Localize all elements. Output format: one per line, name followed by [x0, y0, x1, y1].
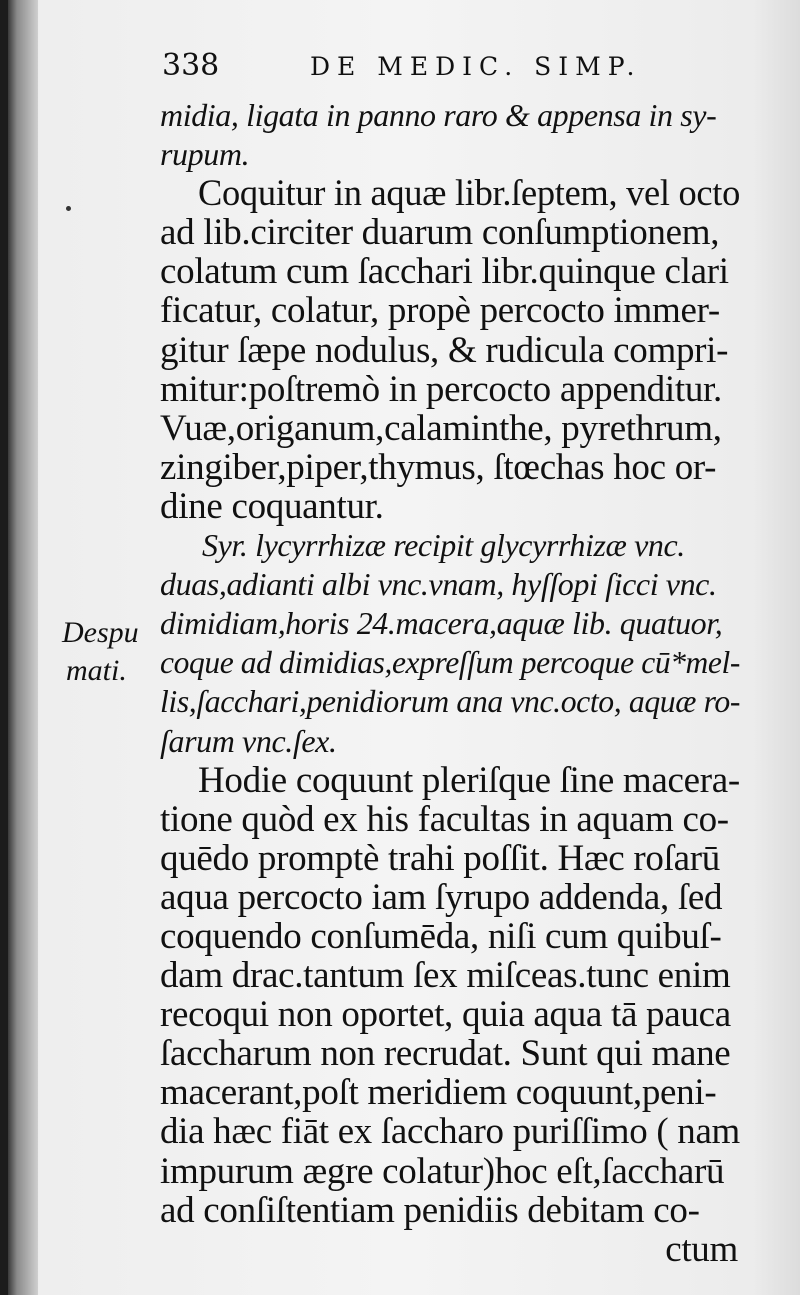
text-line: ad conſiſtentiam penidiis debitam co- [160, 1189, 700, 1231]
text-line: dia hæc fiāt ex ſaccharo puriſſimo ( nam [160, 1111, 740, 1153]
text-line: impurum ægre colatur)hoc eſt,ſaccharū [160, 1150, 725, 1192]
text-line: gitur ſæpe nodulus, & rudicula compri- [160, 329, 729, 371]
ink-speck [66, 206, 71, 211]
book-gutter [8, 0, 38, 1295]
text-line: ficatur, colatur, propè percocto immer- [160, 290, 720, 332]
body-text [160, 96, 740, 1269]
text-line: tione quòd ex his facultas in aquam co- [160, 798, 729, 840]
text-line: duas,adianti albi vnc.vnam, hyſſopi ſicci vnc. [160, 566, 717, 603]
text-line: ſarum vnc.ſex. [160, 722, 337, 759]
text-line: mitur:poſtremò in percocto appenditur. [160, 368, 722, 410]
text-line: ctum [665, 1228, 738, 1270]
text-line: Hodie coquunt pleriſque ſine macera- [198, 759, 740, 801]
text-line: zingiber,piper,thymus, ſtœchas hoc or- [160, 446, 717, 488]
text-line: midia, ligata in panno raro & appensa in sy- [160, 97, 717, 133]
text-line: macerant,poſt meridiem coquunt,peni- [160, 1072, 717, 1114]
text-line: colatum cum ſacchari libr.quinque clari [160, 251, 729, 293]
margin-note-line: Despu [62, 616, 139, 649]
page-number: 338 [162, 48, 220, 83]
text-line: ad lib.circiter duarum conſumptionem, [160, 212, 720, 254]
text-line: coquendo conſumēda, niſi cum quibuſ- [160, 915, 722, 957]
text-line: Syr. lycyrrhizæ recipit glycyrrhizæ vnc. [202, 527, 685, 564]
margin-note-line: mati. [66, 654, 127, 687]
text-line: lis,ſacchari,penidiorum ana vnc.octo, aquæ ro- [160, 683, 740, 720]
text-line: aqua percocto iam ſyrupo addenda, ſed [160, 876, 723, 918]
text-line: Vuæ,origanum,calaminthe, pyrethrum, [160, 407, 722, 449]
text-line: ſaccharum non recrudat. Sunt qui mane [160, 1033, 731, 1075]
running-head: DE MEDIC. SIMP. [310, 52, 642, 81]
text-line: coque ad dimidias,expreſſum percoque cū*mel- [160, 644, 740, 681]
text-line: quēdo promptè trahi poſſit. Hæc roſarū [160, 837, 720, 879]
margin-note [62, 614, 139, 690]
text-line: recoqui non oportet, quia aqua tā pauca [160, 994, 731, 1036]
text-line: dine coquantur. [160, 485, 384, 527]
text-line: dimidiam,horis 24.macera,aquæ lib. quatuor, [160, 605, 723, 642]
text-line: dam drac.tantum ſex miſceas.tunc enim [160, 955, 731, 997]
text-line: rupum. [160, 136, 250, 173]
text-line: Coquitur in aquæ libr.ſeptem, vel octo [198, 173, 740, 215]
